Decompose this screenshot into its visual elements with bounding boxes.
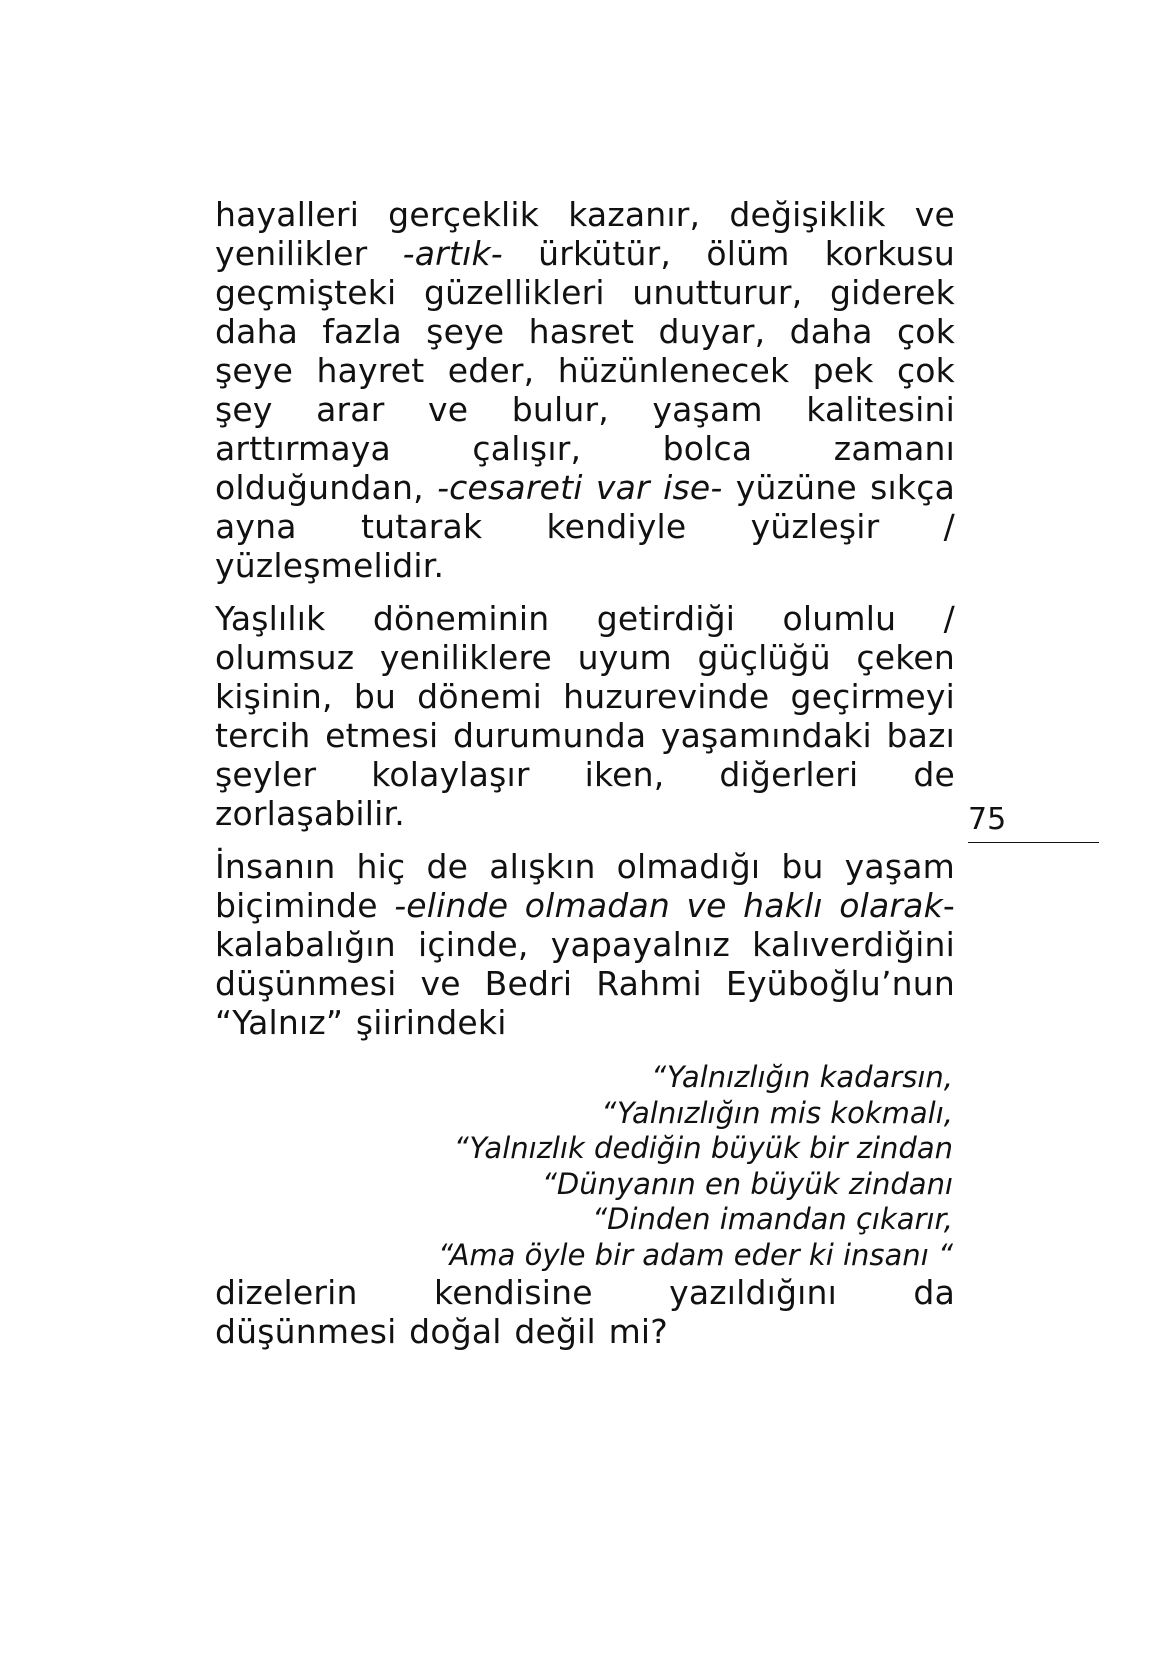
poem-line: “Dünyanın en büyük zindanı: [541, 1166, 953, 1201]
paragraph-1: [215, 195, 955, 585]
page-number-rule: [968, 842, 1099, 843]
page-number: 75: [968, 802, 1007, 837]
body-text: [215, 195, 955, 1351]
poem-line: “Yalnızlığın kadarsın,: [651, 1060, 953, 1094]
poem-line: “Yalnızlık dediğin büyük bir zindan: [453, 1131, 953, 1165]
paragraph-1-text-c: yüzüne sıkça ayna tutarak kendiyle yüzleşir / yüzleşmelidir.: [215, 468, 955, 585]
paragraph-1-text-a: hayalleri gerçeklik kazanır, değişiklik ve yenilikler: [215, 195, 955, 273]
paragraph-3-text-a: İnsanın hiç de alışkın olmadığı bu yaşam biçiminde: [215, 847, 955, 925]
poem-quote: [215, 1060, 955, 1273]
poem-line: “Dinden imandan çıkarır,: [592, 1202, 953, 1236]
paragraph-3-italic-a: -elinde olmadan ve haklı olarak: [394, 886, 943, 925]
paragraph-1-italic-a: -artık-: [402, 234, 503, 273]
paragraph-1-text-b: ürkütür, ölüm korkusu geçmişteki güzellikleri unutturur, giderek daha fazla şeye hasret duyar, daha çok şeye hayret eder, hüzünlenecek pek çok şey arar ve bulur, yaşam kalitesini arttırmaya çalışır, bolca zamanı olduğundan,: [215, 234, 955, 507]
poem-line: “Ama öyle bir adam eder ki insanı “: [437, 1237, 953, 1272]
poem-line: “Yalnızlığın mis kokmalı,: [601, 1095, 953, 1130]
paragraph-3-text-b: - kalabalığın içinde, yapayalnız kalıverdiğini düşünmesi ve Bedri Rahmi Eyüboğlu’nun “Yalnız” şiirindeki: [215, 886, 955, 1042]
paragraph-4: dizelerin kendisine yazıldığını da düşünmesi doğal değil mi?: [215, 1273, 955, 1351]
paragraph-3: [215, 847, 955, 1042]
paragraph-1-italic-b: -cesareti var ise-: [437, 468, 723, 507]
paragraph-2: Yaşlılık döneminin getirdiği olumlu / olumsuz yeniliklere uyum güçlüğü çeken kişinin, bu dönemi huzurevinde geçirmeyi tercih etmesi durumunda yaşamındaki bazı şeyler kolaylaşır iken, diğerleri de zorlaşabilir.: [215, 599, 955, 833]
